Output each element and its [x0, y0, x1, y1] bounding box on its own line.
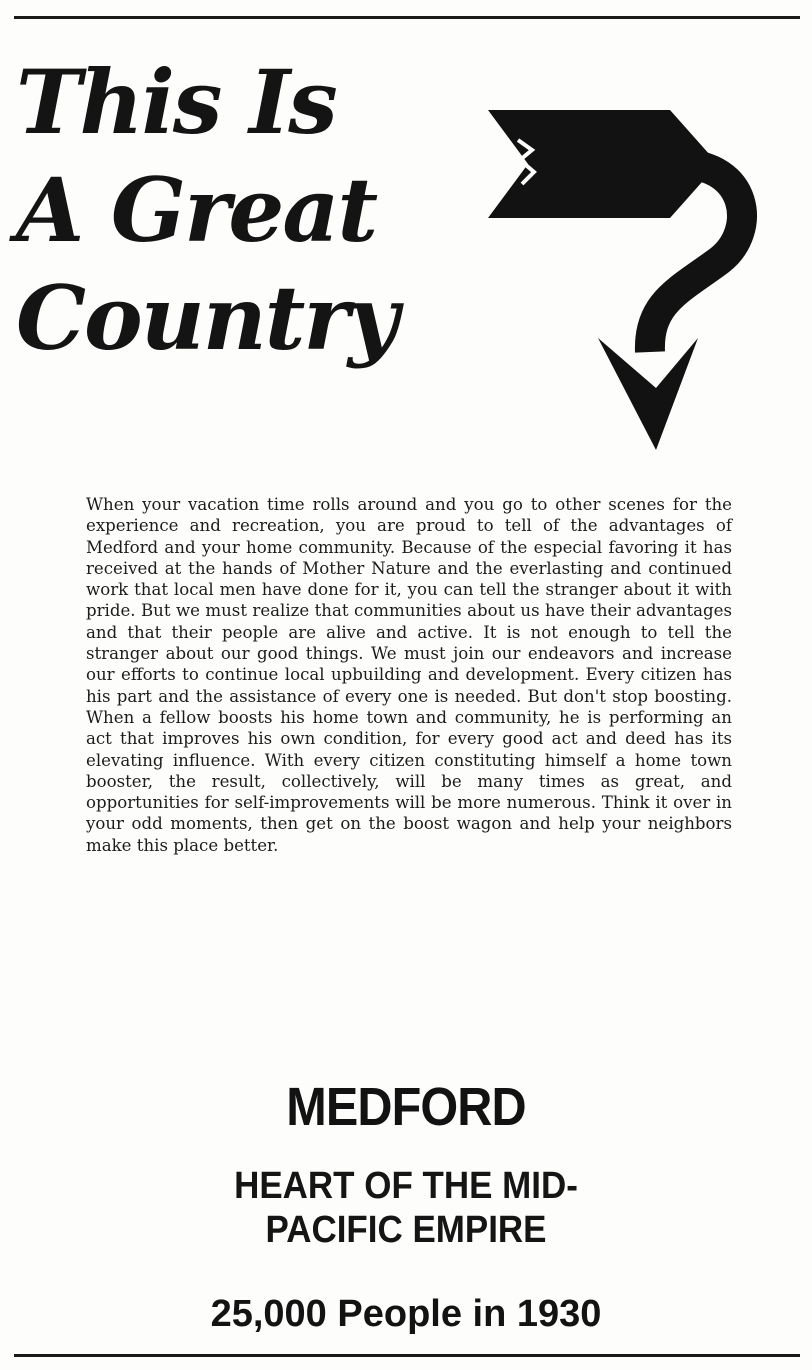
slogan: [0, 1164, 812, 1252]
curved-down-arrow-icon: [480, 90, 770, 460]
top-rule: [14, 16, 800, 19]
headline-line-2: A Great: [16, 158, 377, 262]
population-line: 25,000 People in 1930: [210, 1293, 602, 1335]
body-paragraph: When your vacation time rolls around and you go to other scenes for the experience and recreation, you are proud to tell of the advantages of Medford and your home community. Because of the especial favoring it has received at the hands of Mother Nature and the everlasting and continued work that local men have done for it, you can tell the stranger about it with pride. But we must realize that communities about us have their advantages and that their people are alive and active. It is not enough to tell the stranger about our good things. We must join our endeavors and increase our efforts to continue local upbuilding and development. Every citizen has his part and the assistance of every one is needed. But don't stop boosting. When a fellow boosts his home town and community, he is performing an act that improves his own condition, for every good act and deed has its elevating influence. With every citizen constituting himself a home town booster, the result, collectively, will be many times as great, and opportunities for self-improvements will be more numerous. Think it over in your odd moments, then get on the boost wagon and help your neighbors make this place better.: [86, 495, 732, 855]
headline: [16, 48, 496, 372]
town-name: MEDFORD: [286, 1077, 526, 1137]
slogan-line-1: HEART OF THE MID-: [234, 1165, 578, 1207]
headline-line-1: This Is: [16, 50, 336, 154]
headline-line-3: Country: [16, 266, 397, 370]
slogan-line-2: PACIFIC EMPIRE: [265, 1209, 547, 1251]
bottom-rule: [14, 1354, 800, 1357]
